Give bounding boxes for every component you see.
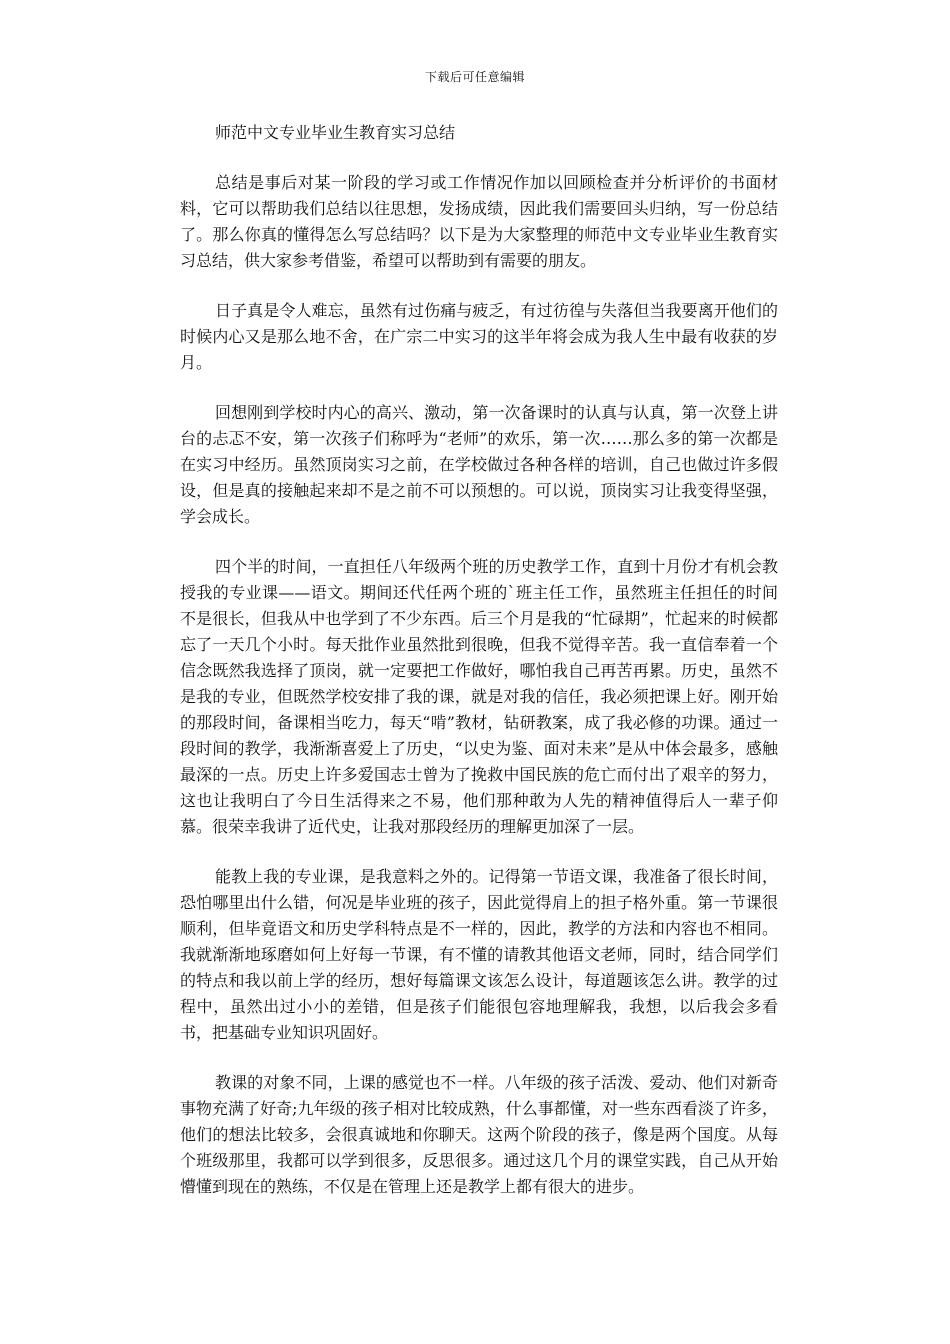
document-body <box>180 120 778 1200</box>
paragraph-history-teaching: 四个半的时间，一直担任八年级两个班的历史教学工作，直到十月份才有机会教授我的专业课——语文。期间还代任两个班的`班主任工作，虽然班主任担任的时间不是很长，但我从中也学到了不少东西。后三个月是我的“忙碌期”，忙起来的时候都忘了一天几个小时。每天批作业虽然批到很晚，但我不觉得辛苦。我一直信奉着一个信念既然我选择了顶岗，就一定要把工作做好，哪怕我自己再苦再累。历史，虽然不是我的专业，但既然学校安排了我的课，就是对我的信任，我必须把课上好。刚开始的那段时间，备课相当吃力，每天“啃”教材，钻研教案，成了我必修的功课。通过一段时间的教学，我渐渐喜爱上了历史，“以史为鉴、面对未来”是从中体会最多，感触最深的一点。历史上许多爱国志士曾为了挽救中国民族的危亡而付出了艰辛的努力，这也让我明白了今日生活得来之不易，他们那种敢为人先的精神值得后人一辈子仰慕。很荣幸我讲了近代史，让我对那段经历的理解更加深了一层。 <box>180 557 778 836</box>
document-title: 师范中文专业毕业生教育实习总结 <box>215 123 456 142</box>
paragraph-chinese-teaching: 能教上我的专业课，是我意料之外的。记得第一节语文课，我准备了很长时间，恐怕哪里出什么错，何况是毕业班的孩子，因此觉得肩上的担子格外重。第一节课很顺利，但毕竟语文和历史学科特点是不一样的，因此，教学的方法和内容也不相同。我就渐渐地琢磨如何上好每一节课，有不懂的请教其他语文老师，同时，结合同学们的特点和我以前上学的经历，想好每篇课文该怎么设计，每道题该怎么讲。教学的过程中，虽然出过小小的差错，但是孩子们能很包容地理解我，我想，以后我会多看书，把基础专业知识巩固好。 <box>180 867 778 1042</box>
header-note: 下载后可任意编辑 <box>424 70 525 84</box>
paragraph-intro: 总结是事后对某一阶段的学习或工作情况作加以回顾检查并分析评价的书面材料，它可以帮助我们总结以往思想，发扬成绩，因此我们需要回头归纳，写一份总结了。那么你真的懂得怎么写总结吗？以下是为大家整理的师范中文专业毕业生教育实习总结，供大家参考借鉴，希望可以帮助到有需要的朋友。 <box>180 173 778 270</box>
paragraph-days: 日子真是令人难忘，虽然有过伤痛与疲乏，有过彷徨与失落但当我要离开他们的时候内心又是那么地不舍，在广宗二中实习的这半年将会成为我人生中最有收获的岁月。 <box>180 301 778 372</box>
paragraph-memories: 回想刚到学校时内心的高兴、激动，第一次备课时的认真与认真，第一次登上讲台的忐忑不安，第一次孩子们称呼为“老师”的欢乐，第一次……那么多的第一次都是在实习中经历。虽然顶岗实习之前，在学校做过各种各样的培训，自己也做过许多假设，但是真的接触起来却不是之前不可以预想的。可以说，顶岗实习让我变得坚强，学会成长。 <box>180 403 778 526</box>
paragraph-students: 教课的对象不同，上课的感觉也不一样。八年级的孩子活泼、爱动、他们对新奇事物充满了好奇;九年级的孩子相对比较成熟，什么事都懂，对一些东西看淡了许多，他们的想法比较多，会很真诚地和你聊天。这两个阶段的孩子，像是两个国度。从每个班级那里，我都可以学到很多，反思很多。通过这几个月的课堂实践，自己从开始懵懂到现在的熟练，不仅是在管理上还是教学上都有很大的进步。 <box>180 1073 778 1196</box>
